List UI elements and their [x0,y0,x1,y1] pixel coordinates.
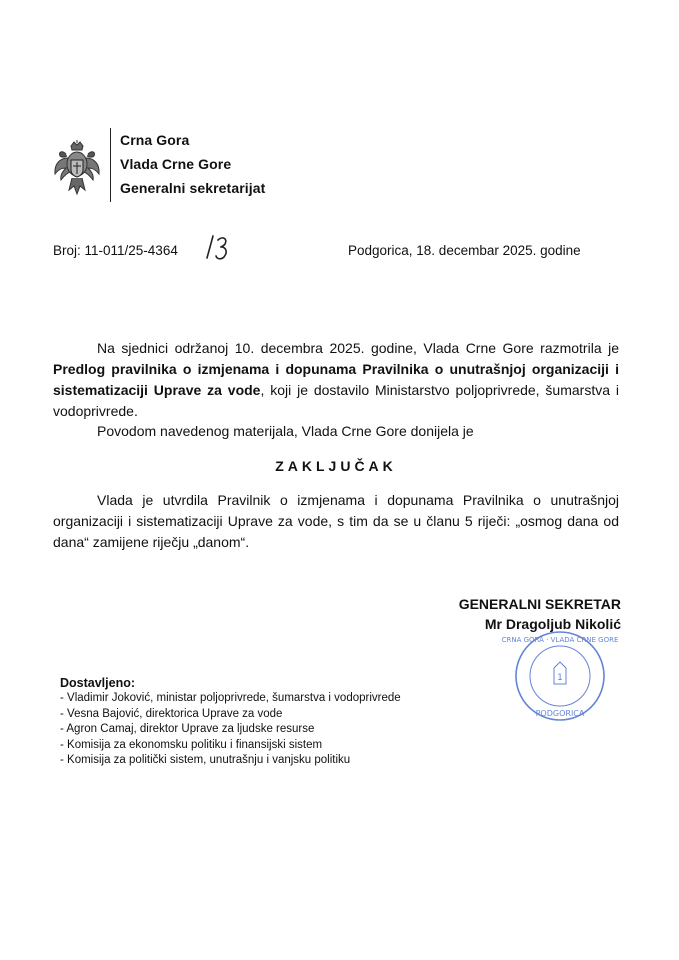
stamp-ring-text: CRNA GORA · VLADA CRNE GORE [501,636,619,644]
recipients-block [60,676,401,769]
conclusion-heading: ZAKLJUČAK [275,458,397,474]
official-stamp [490,624,620,724]
intro-bold-title: Predlog pravilnika o izmjenama i dopunama Pravilnika o unutrašnjoj organizaciji i sistematizaciji Uprave za vode [53,361,619,398]
recipient-item: - Vladimir Joković, ministar poljoprivrede, šumarstva i vodoprivrede [60,691,401,707]
paragraph-conclusion: Vlada je utvrdila Pravilnik o izmjenama i dopunama Pravilnika o unutrašnjoj organizaciji i sistematizaciji Uprave za vode, s tim da se u članu 5 riječi: „osmog dana od dana“ zamijene riječju „danom“. [53,492,619,550]
paragraph-decision-intro: Povodom navedenog materijala, Vlada Crne Gore donijela je [97,423,474,439]
paragraph-intro [53,338,619,422]
recipient-item: - Komisija za politički sistem, unutrašnju i vanjsku politiku [60,753,401,769]
document-date: Podgorica, 18. decembar 2025. godine [348,243,581,258]
recipients-list [60,691,401,769]
header-government: Vlada Crne Gore [120,156,232,172]
header-department: Generalni sekretarijat [120,180,266,196]
header-divider [110,128,111,202]
header-country: Crna Gora [120,132,190,148]
recipient-item: - Komisija za ekonomsku politiku i finansijski sistem [60,738,401,754]
intro-text-a: Na sjednici održanoj 10. decembra 2025. godine, Vlada Crne Gore razmotrila je [97,340,619,356]
recipient-item: - Vesna Bajović, direktorica Uprave za vode [60,707,401,723]
recipients-title: Dostavljeno: [60,676,136,690]
document-number: Broj: 11-011/25-4364 [53,243,178,258]
signature-name: Mr Dragoljub Nikolić [484,616,621,632]
stamp-city: PODGORICA [535,709,585,718]
intro-text-b: , koji je dostavilo Ministarstvo poljoprivrede, šumarstva i vodoprivrede. [53,382,619,419]
stamp-number: 1 [557,673,563,683]
recipient-item: - Agron Camaj, direktor Uprave za ljudske resurse [60,722,401,738]
signature-title: GENERALNI SEKRETAR [458,596,621,612]
handwritten-mark-icon [203,232,233,262]
coat-of-arms-icon [52,140,102,198]
